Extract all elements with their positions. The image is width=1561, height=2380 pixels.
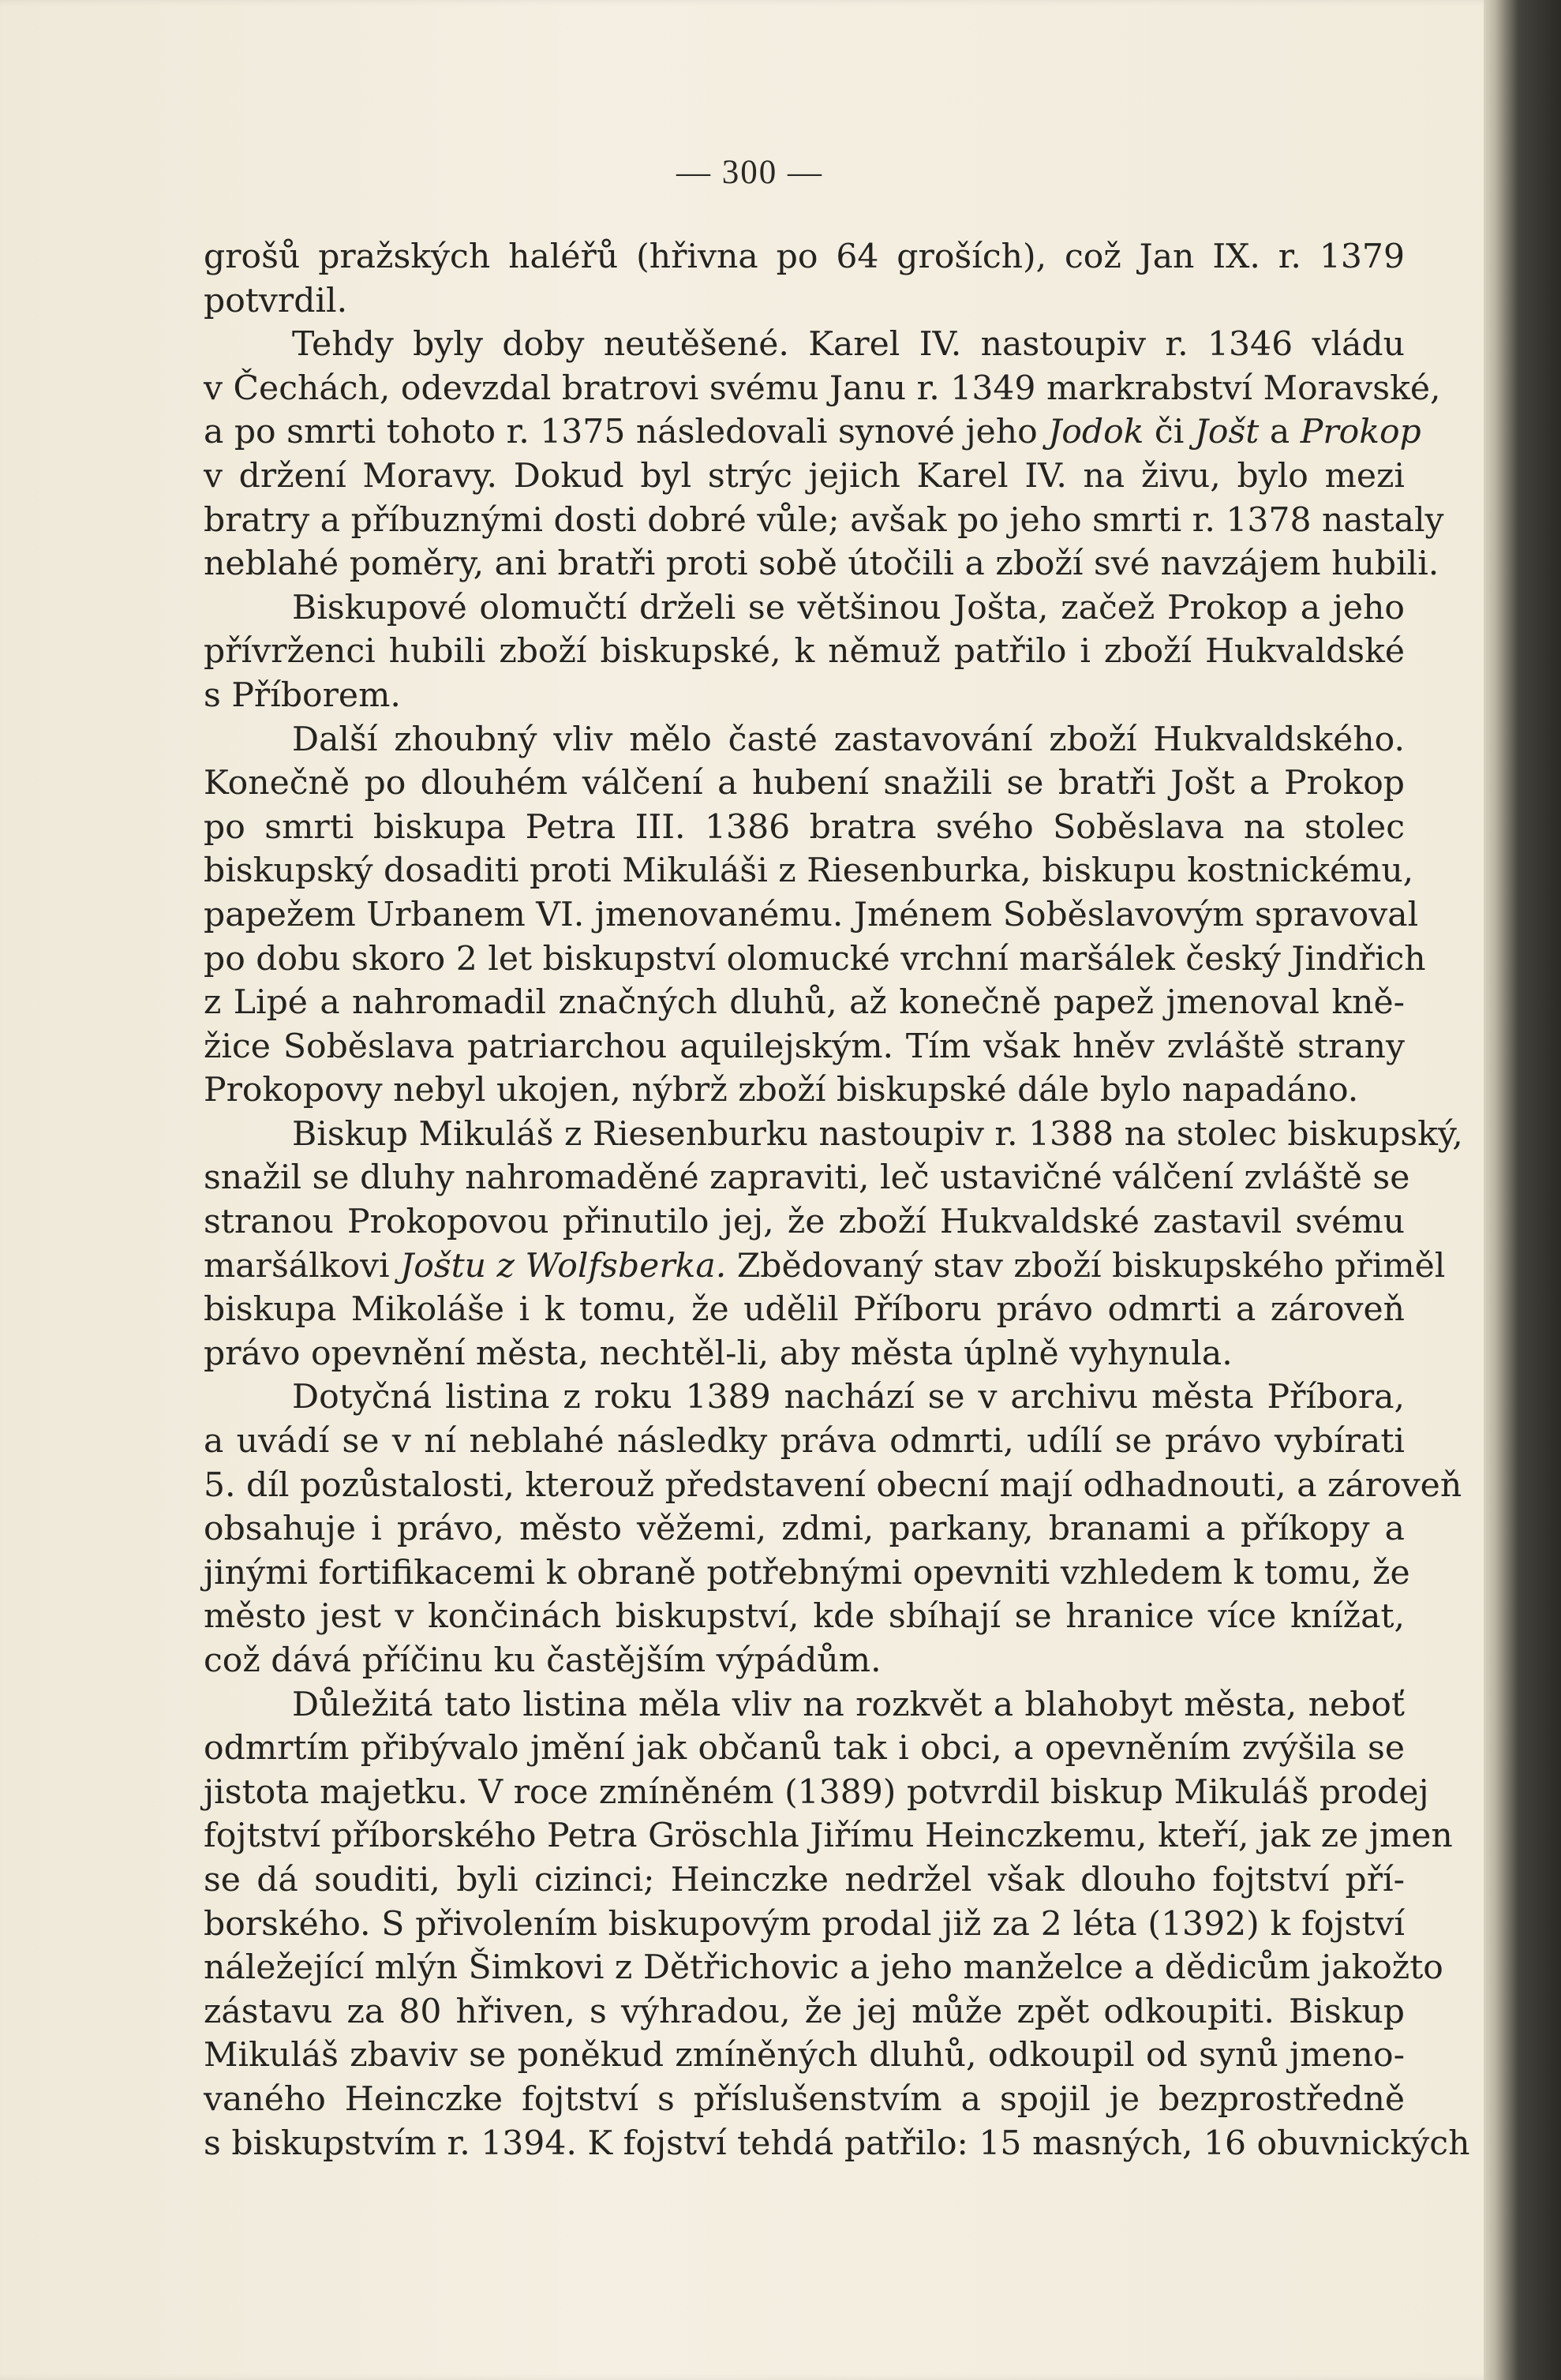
- text-line: Biskup Mikuláš z Riesenburku nastoupiv r. 1388 na stolec biskupský,: [292, 1114, 1463, 1154]
- text-line: a uvádí se v ní neblahé následky práva odmrti, udílí se právo vybírati: [204, 1422, 1405, 1461]
- text-line: vaného Heinczke fojtství s příslušenstvím a spojil je bezprostředně: [204, 2079, 1405, 2119]
- text-line: po dobu skoro 2 let biskupství olomucké vrchní maršálek český Jindřich: [204, 939, 1426, 979]
- text-line: město jest v končinách biskupství, kde sbíhají se hranice více knížat,: [204, 1597, 1405, 1637]
- text-line: Další zhoubný vliv mělo časté zastavování zboží Hukvaldského.: [292, 720, 1405, 759]
- text-line: Prokopovy nebyl ukojen, nýbrž zboží biskupské dále bylo napadáno.: [204, 1071, 1359, 1110]
- text-line: obsahuje i právo, město věžemi, zdmi, parkany, branami a příkopy a: [204, 1510, 1405, 1549]
- text-line: 5. díl pozůstalosti, kterouž představení obecní mají odhadnouti, a zároveň: [204, 1465, 1462, 1505]
- text-line: zástavu za 80 hřiven, s výhradou, že jej může zpět odkoupiti. Biskup: [204, 1992, 1405, 2031]
- text-line: Důležitá tato listina měla vliv na rozkvět a blahobyt města, neboť: [292, 1685, 1405, 1724]
- text-line: s Příborem.: [204, 675, 401, 715]
- page-number: — 300 —: [676, 154, 823, 191]
- text-segment: maršálkovi: [204, 1246, 401, 1285]
- text-line: se dá souditi, byli cizinci; Heinczke nedržel však dlouho fojtství pří-: [204, 1860, 1405, 1899]
- text-line: biskupský dosaditi proti Mikuláši z Riesenburka, biskupu kostnickému,: [204, 851, 1414, 891]
- text-line: přívrženci hubili zboží biskupské, k němuž patřilo i zboží Hukvaldské: [204, 632, 1405, 672]
- text-line: fojtství příborského Petra Gröschla Jiřímu Heinczkemu, kteří, jak ze jmen: [204, 1817, 1453, 1856]
- text-line: Dotyčná listina z roku 1389 nachází se v archivu města Příbora,: [292, 1378, 1405, 1417]
- text-line: [204, 1244, 1446, 1289]
- text-line: v držení Moravy. Dokud byl strýc jejich Karel IV. na živu, bylo mezi: [204, 456, 1405, 496]
- text-line: jinými fortifikacemi k obraně potřebnými opevniti vzhledem k tomu, že: [204, 1553, 1410, 1592]
- text-line: s biskupstvím r. 1394. K fojství tehdá patřilo: 15 masných, 16 obuvnických: [204, 2124, 1470, 2163]
- body-text: [204, 235, 1470, 2165]
- text-line: biskupa Mikoláše i k tomu, že udělil Příboru právo odmrti a zároveň: [204, 1290, 1405, 1330]
- text-segment: a po smrti tohoto r. 1375 následovali synové jeho: [204, 413, 1049, 452]
- italic-name: Joštu z Wolfsberka.: [400, 1246, 727, 1285]
- text-line: Konečně po dlouhém válčení a hubení snažili se bratři Jošt a Prokop: [204, 764, 1405, 803]
- text-line: náležející mlýn Šimkovi z Dětřichovic a jeho manželce a dědicům jakožto: [204, 1948, 1443, 1988]
- page-edge: [1484, 0, 1561, 2380]
- text-line: z Lipé a nahromadil značných dluhů, až konečně papež jmenoval kně-: [204, 983, 1405, 1023]
- text-line: grošů pražských haléřů (hřivna po 64 groších), což Jan IX. r. 1379: [204, 238, 1405, 276]
- text-line: bratry a příbuznými dosti dobré vůle; avšak po jeho smrti r. 1378 nastaly: [204, 500, 1444, 540]
- text-line: borského. S přivolením biskupovým prodal již za 2 léta (1392) k fojství: [204, 1904, 1405, 1944]
- text-line: což dává příčinu ku častějším výpádům.: [204, 1641, 882, 1680]
- italic-name: Prokop: [1300, 413, 1421, 452]
- text-line: žice Soběslava patriarchou aquilejským. Tím však hněv zvláště strany: [204, 1027, 1405, 1066]
- text-line: odmrtím přibývalo jmění jak občanů tak i obci, a opevněním zvýšila se: [204, 1729, 1405, 1768]
- text-line: [204, 410, 1421, 455]
- text-line: Biskupové olomučtí drželi se většinou Jošta, začež Prokop a jeho: [292, 588, 1405, 627]
- text-segment: Zbědovaný stav zboží biskupského přiměl: [726, 1246, 1446, 1285]
- text-line: Mikuláš zbaviv se poněkud zmíněných dluhů, odkoupil od synů jmeno-: [204, 2036, 1405, 2075]
- text-line: neblahé poměry, ani bratři proti sobě útočili a zboží své navzájem hubili.: [204, 544, 1439, 584]
- text-line: jistota majetku. V roce zmíněném (1389) potvrdil biskup Mikuláš prodej: [204, 1772, 1429, 1812]
- text-line: potvrdil.: [204, 281, 348, 320]
- italic-name: Jodok: [1048, 413, 1144, 452]
- text-line: stranou Prokopovou přinutilo jej, že zboží Hukvaldské zastavil svému: [204, 1203, 1405, 1242]
- italic-name: Jošt: [1194, 413, 1260, 452]
- text-line: v Čechách, odevzdal bratrovi svému Janu r. 1349 markrabství Moravské,: [204, 369, 1441, 408]
- text-line: snažil se dluhy nahromaděné zapraviti, leč ustavičné válčení zvláště se: [204, 1158, 1410, 1198]
- text-line: Tehdy byly doby neutěšené. Karel IV. nastoupiv r. 1346 vládu: [292, 325, 1405, 365]
- text-line: po smrti biskupa Petra III. 1386 bratra svého Soběslava na stolec: [204, 807, 1405, 847]
- text-segment: a: [1259, 413, 1301, 452]
- text-segment: či: [1144, 413, 1195, 452]
- text-line: papežem Urbanem VI. jmenovanému. Jménem Soběslavovým spravoval: [204, 895, 1419, 934]
- text-line: právo opevnění města, nechtěl-li, aby města úplně vyhynula.: [204, 1334, 1233, 1373]
